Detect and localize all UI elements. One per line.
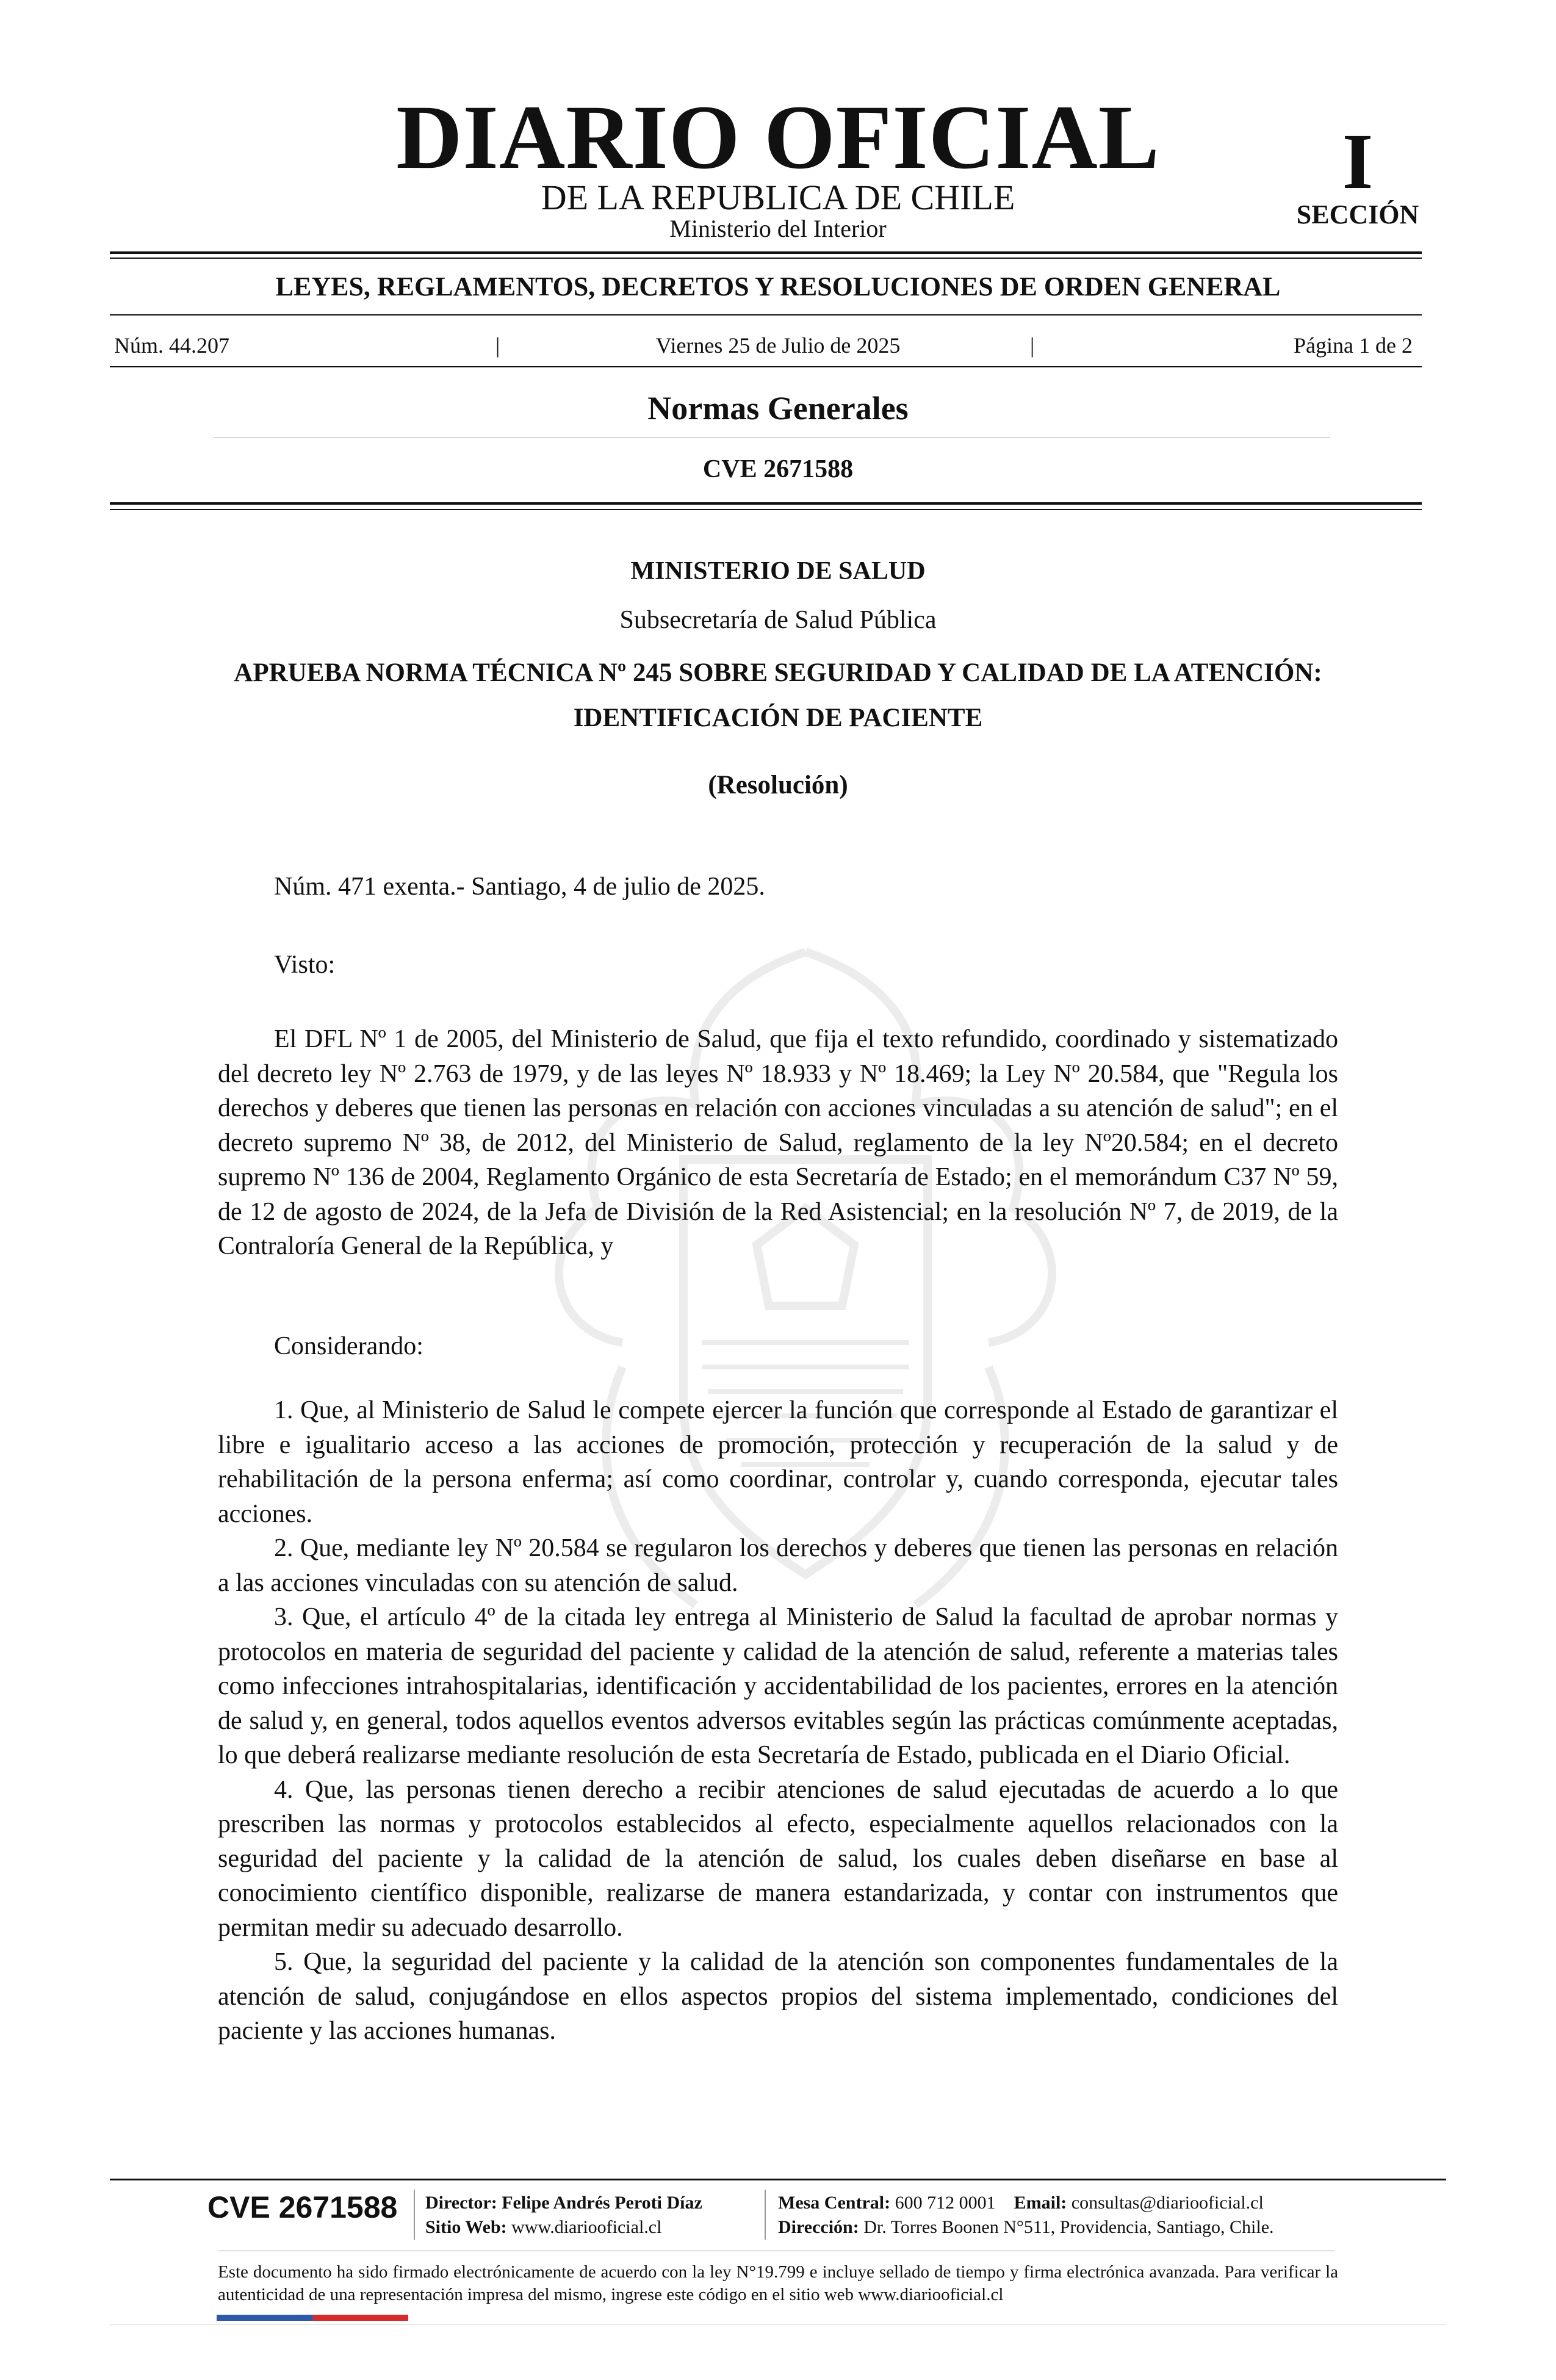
issue-separator-2: |: [1030, 333, 1035, 358]
web-label: Sitio Web:: [425, 2217, 507, 2237]
footer-cve: CVE 2671588: [207, 2190, 398, 2224]
section-divider: [214, 437, 1330, 438]
section-number: I: [1342, 118, 1374, 206]
document-title: APRUEBA NORMA TÉCNICA Nº 245 SOBRE SEGURIDAD Y CALIDAD DE LA ATENCIÓN: IDENTIFICACIÓN DE PACIENTE: [234, 658, 1322, 732]
header-rule-bottom: [110, 366, 1422, 367]
header-rule-mid: [110, 314, 1422, 316]
masthead-republic: DE LA REPUBLICA DE CHILE: [541, 178, 1015, 217]
flag-stripe-blue: [217, 2315, 312, 2321]
flag-stripe-red: [312, 2315, 408, 2321]
section-rule-thin: [110, 509, 1422, 510]
document-number-line: Núm. 471 exenta.- Santiago, 4 de julio de 2025.: [274, 873, 765, 901]
address-label: Dirección:: [778, 2217, 859, 2237]
email-link[interactable]: consultas@diariooficial.cl: [1071, 2193, 1264, 2213]
footer-director-block: [425, 2191, 702, 2240]
considerando-item: 4. Que, las personas tienen derecho a recibir atenciones de salud ejecutadas de acuerdo a lo que prescriben las normas y protocolos establecidos al efecto, especialmente aquellos relacionados con la seguridad del paciente y la calidad de la atención de salud, los cuales deben diseñarse en base al conocimiento científico disponible, realizarse de manera estandarizada, y contar con instrumentos que permitan medir su adecuado desarrollo.: [218, 1775, 1338, 1942]
footer-legal-notice: Este documento ha sido firmado electrónicamente de acuerdo con la ley N°19.799 e incluye sellado de tiempo y firma electrónica avanzada. Para verificar la autenticidad de una representación impresa del mismo, ingrese este código en el sitio web www.diariooficial.cl: [218, 2262, 1338, 2304]
issue-number: Núm. 44.207: [114, 333, 229, 358]
footer-separator: [765, 2190, 766, 2240]
considerandos-list: [218, 1393, 1338, 2049]
section-rule-thick: [110, 502, 1422, 505]
issue-date: Viernes 25 de Julio de 2025: [655, 333, 901, 358]
mesa-label: Mesa Central:: [778, 2193, 891, 2213]
header-rule-top-thin: [110, 258, 1422, 259]
masthead-ministry: Ministerio del Interior: [669, 215, 887, 242]
visto-paragraph: El DFL Nº 1 de 2005, del Ministerio de Salud, que fija el texto refundido, coordinado y sistematizado del decreto ley Nº 2.763 de 1979, y de las leyes Nº 18.933 y Nº 18.469; la Ley Nº 20.584, que "Regula los derechos y deberes que tienen las personas en relación con acciones vinculadas a su atención de salud"; en el decreto supremo Nº 38, de 2012, del Ministerio de Salud, reglamento de la ley Nº20.584; en el decreto supremo Nº 136 de 2004, Reglamento Orgánico de esta Secretaría de Estado; en el memorándum C37 Nº 59, de 12 de agosto de 2024, de la Jefa de División de la Red Asistencial; en la resolución Nº 7, de 2019, de la Contraloría General de la República, y: [218, 1025, 1338, 1260]
document-ministry: MINISTERIO DE SALUD: [630, 557, 926, 585]
document-kind: (Resolución): [708, 771, 848, 799]
section-cve: CVE 2671588: [702, 455, 854, 483]
director-label: Director:: [425, 2193, 497, 2213]
visto-label: Visto:: [274, 951, 336, 979]
issue-page: Página 1 de 2: [1294, 333, 1413, 358]
considerando-item: 3. Que, el artículo 4º de la citada ley entrega al Ministerio de Salud la facultad de aprobar normas y protocolos en materia de seguridad del paciente y calidad de la atención de salud, referente a materias tales como infecciones intrahospitalarias, identificación y accidentabilidad de los pacientes, errores en la atención de salud y, en general, todos aquellos eventos adversos evitables según las prácticas comúnmente aceptadas, lo que deberá realizarse mediante resolución de esta Secretaría de Estado, publicada en el Diario Oficial.: [218, 1603, 1338, 1769]
considerando-item: 2. Que, mediante ley Nº 20.584 se regularon los derechos y deberes que tienen las personas en relación a las acciones vinculadas con su atención de salud.: [218, 1534, 1338, 1597]
address-text: Dr. Torres Boonen N°511, Providencia, Santiago, Chile.: [863, 2217, 1274, 2237]
director-name: Felipe Andrés Peroti Díaz: [502, 2193, 702, 2213]
mesa-phone: 600 712 0001: [895, 2193, 996, 2213]
section-label: SECCIÓN: [1296, 200, 1419, 229]
email-label: Email:: [1014, 2193, 1067, 2213]
header-rule-top: [110, 251, 1422, 254]
issue-separator-1: |: [495, 333, 500, 358]
footer-contact-block: [778, 2191, 1274, 2240]
considerando-item: 5. Que, la seguridad del paciente y la calidad de la atención son componentes fundamentales de la atención de salud, conjugándose en ellos aspectos propios del sistema implementado, condiciones del paciente y las acciones humanas.: [218, 1948, 1338, 2045]
footer-separator: [414, 2190, 415, 2240]
masthead-title: DIARIO OFICIAL: [396, 87, 1160, 188]
footer-rule: [110, 2179, 1446, 2180]
web-link[interactable]: www.diariooficial.cl: [511, 2217, 662, 2237]
section-title: Normas Generales: [647, 390, 909, 427]
considerando-label: Considerando:: [274, 1332, 423, 1360]
document-subsecretaria: Subsecretaría de Salud Pública: [619, 606, 937, 634]
header-band: LEYES, REGLAMENTOS, DECRETOS Y RESOLUCIONES DE ORDEN GENERAL: [275, 272, 1281, 301]
considerando-item: 1. Que, al Ministerio de Salud le compete ejercer la función que corresponde al Estado de garantizar el libre e igualitario acceso a las acciones de promoción, protección y recuperación de la salud y de rehabilitación de la persona enferma; así como coordinar, controlar y, cuando corresponda, ejecutar tales acciones.: [218, 1396, 1338, 1528]
